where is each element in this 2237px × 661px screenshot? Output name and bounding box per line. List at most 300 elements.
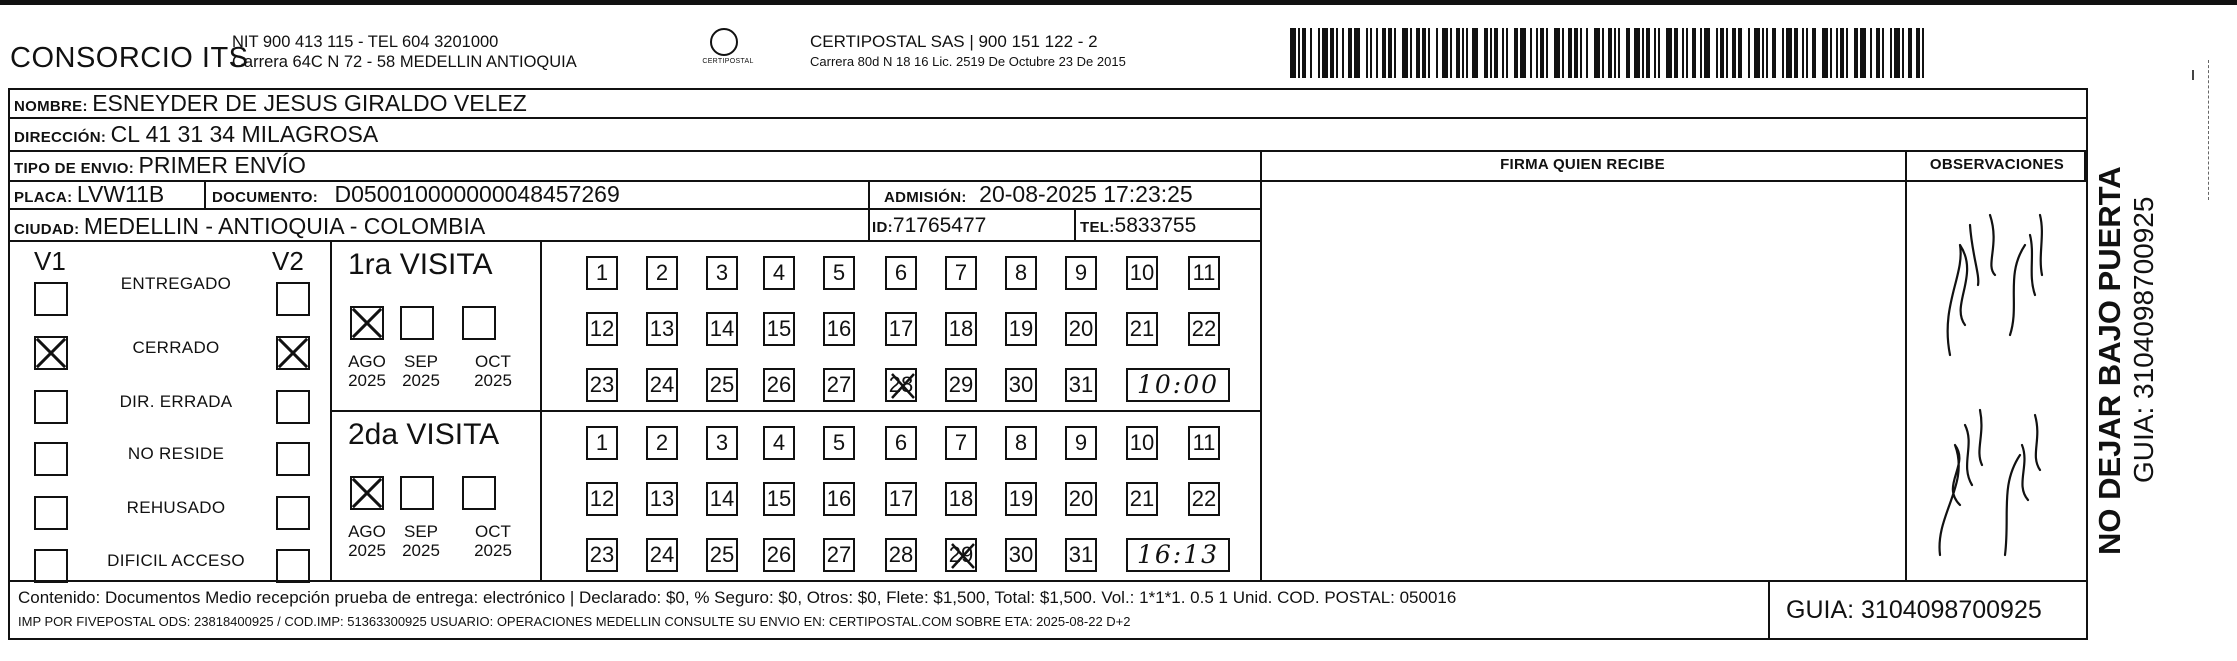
barcode-bar <box>1642 28 1644 78</box>
footer-imp: IMP POR FIVEPOSTAL ODS: 23818400925 / COD.IMP: 51363300925 USUARIO: OPERACIONES MEDELLIN CONSULTE SU ENVIO EN: CERTIPOSTAL.COM SOBRE ETA: 2025-08-22 D+2 <box>18 614 1131 629</box>
barcode-bar <box>1322 28 1328 78</box>
barcode-bar <box>1490 28 1492 78</box>
barcode-bar <box>1348 28 1352 78</box>
day-box[interactable] <box>945 482 977 516</box>
barcode-bar <box>1416 28 1420 78</box>
barcode-bar <box>1546 28 1548 78</box>
barcode-bar <box>1456 28 1460 78</box>
month-name: SEP <box>403 522 439 541</box>
day-box[interactable] <box>1126 482 1158 516</box>
barcode-bar <box>1494 28 1498 78</box>
day-number: 13 <box>649 486 675 511</box>
month-label <box>468 352 518 390</box>
day-cross-mark <box>950 542 976 570</box>
v2-checkbox-1[interactable] <box>276 336 310 370</box>
day-cross-mark <box>890 372 916 400</box>
barcode-bar <box>1658 28 1660 78</box>
day-number: 14 <box>709 316 735 341</box>
barcode-bar <box>1602 28 1604 78</box>
barcode-bar <box>1782 28 1784 78</box>
day-number: 18 <box>948 486 974 511</box>
barcode-bar <box>1836 28 1838 78</box>
day-box[interactable] <box>1188 312 1220 346</box>
day-box[interactable] <box>1126 256 1158 290</box>
day-number: 11 <box>1192 260 1216 285</box>
barcode-bar <box>1666 28 1672 78</box>
barcode-bar <box>1382 28 1386 78</box>
day-box[interactable] <box>945 368 977 402</box>
v2-checkbox-0[interactable] <box>276 282 310 316</box>
barcode-bar <box>1318 28 1320 78</box>
day-box[interactable] <box>1005 482 1037 516</box>
day-box[interactable] <box>763 426 795 460</box>
footer-divider <box>8 580 2088 582</box>
day-number: 18 <box>948 316 974 341</box>
day-number: 25 <box>709 372 735 397</box>
day-number: 6 <box>894 260 908 285</box>
month-name: OCT <box>475 352 511 371</box>
tipo-envio-label: TIPO DE ENVIO: <box>14 160 135 177</box>
day-number: 31 <box>1068 542 1094 567</box>
barcode-bar <box>1634 28 1640 78</box>
barcode-bar <box>1608 28 1612 78</box>
day-box[interactable] <box>1005 368 1037 402</box>
barcode-bar <box>1748 28 1750 78</box>
id-value: 71765477 <box>892 214 987 237</box>
barcode-bar <box>1916 28 1920 78</box>
admision-label: ADMISIÓN: <box>884 189 967 206</box>
month-checkbox-sep[interactable] <box>400 476 434 510</box>
day-box[interactable] <box>885 426 917 460</box>
barcode-bar <box>1822 28 1828 78</box>
barcode-bar <box>1626 28 1630 78</box>
documento-cell <box>212 181 620 208</box>
v1-checkbox-5[interactable] <box>34 549 68 583</box>
day-number: 26 <box>766 542 792 567</box>
barcode-bar <box>1876 28 1880 78</box>
day-number: 19 <box>1008 486 1034 511</box>
barcode-bar <box>1830 28 1832 78</box>
day-box[interactable] <box>823 312 855 346</box>
tel-cell <box>1080 214 1196 238</box>
barcode-bar <box>1726 28 1728 78</box>
barcode-bar <box>1402 28 1408 78</box>
v2-checkbox-3[interactable] <box>276 442 310 476</box>
barcode-bar <box>1674 28 1678 78</box>
day-number: 1 <box>595 260 609 285</box>
v1-checkbox-3[interactable] <box>34 442 68 476</box>
day-box[interactable] <box>885 256 917 290</box>
firma-label: FIRMA QUIEN RECIBE <box>1500 156 1665 173</box>
barcode-bar <box>1310 28 1312 78</box>
day-box[interactable] <box>1065 482 1097 516</box>
carrier-info <box>810 32 1126 72</box>
barcode-bar <box>1700 28 1702 78</box>
barcode-bar <box>1354 28 1360 78</box>
day-box[interactable] <box>823 426 855 460</box>
month-name: SEP <box>403 352 439 371</box>
barcode-bar <box>1754 28 1760 78</box>
day-box[interactable] <box>763 538 795 572</box>
day-number: 15 <box>766 486 792 511</box>
barcode-bar <box>1502 28 1504 78</box>
month-year: 2025 <box>402 371 440 390</box>
barcode-bar <box>1466 28 1468 78</box>
visit-time-field[interactable]: 16:13 <box>1126 538 1230 572</box>
barcode-bar <box>1562 28 1564 78</box>
day-number: 6 <box>894 430 908 455</box>
day-box[interactable] <box>1065 312 1097 346</box>
barcode-bar <box>1646 28 1650 78</box>
day-box[interactable] <box>1005 312 1037 346</box>
day-number: 30 <box>1008 372 1034 397</box>
day-box[interactable] <box>646 256 678 290</box>
month-year: 2025 <box>348 541 386 560</box>
v1-checkbox-0[interactable] <box>34 282 68 316</box>
carrier-address-line: Carrera 80d N 18 16 Lic. 2519 De Octubre 23 De 2015 <box>810 54 1126 69</box>
v2-header: V2 <box>272 246 304 276</box>
barcode-bar <box>1908 28 1912 78</box>
month-label <box>396 522 446 560</box>
admision-divider <box>868 180 870 242</box>
day-number: 25 <box>709 542 735 567</box>
day-box[interactable] <box>586 482 618 516</box>
row-divider <box>8 240 1260 242</box>
barcode-bar <box>1786 28 1792 78</box>
day-box[interactable] <box>646 368 678 402</box>
barcode-bar <box>1422 28 1426 78</box>
day-number: 29 <box>948 372 974 397</box>
barcode-bar <box>1682 28 1684 78</box>
day-number: 4 <box>772 430 786 455</box>
page-edge-mark <box>2208 60 2210 200</box>
month-label <box>468 522 518 560</box>
row-divider <box>8 208 1260 210</box>
day-box[interactable] <box>646 426 678 460</box>
observaciones-divider <box>1905 150 1907 582</box>
day-box[interactable] <box>706 538 738 572</box>
barcode-bar <box>1614 28 1616 78</box>
day-box[interactable] <box>1188 482 1220 516</box>
placa-value: LVW11B <box>76 181 165 207</box>
day-box[interactable] <box>763 368 795 402</box>
day-box[interactable] <box>945 312 977 346</box>
ciudad-label: CIUDAD: <box>14 221 80 238</box>
day-number: 23 <box>589 542 615 567</box>
day-number: 3 <box>715 430 729 455</box>
visit-title: 1ra VISITA <box>348 248 493 281</box>
month-name: OCT <box>475 522 511 541</box>
month-label <box>342 522 392 560</box>
company-info <box>232 32 577 72</box>
day-box[interactable] <box>1188 256 1220 290</box>
barcode-bar <box>1738 28 1742 78</box>
day-number: 22 <box>1191 316 1217 341</box>
barcode-bar <box>1720 28 1724 78</box>
barcode-bar <box>1450 28 1452 78</box>
barcode-bar <box>1686 28 1688 78</box>
day-number: 20 <box>1068 486 1094 511</box>
barcode-bar <box>1766 28 1768 78</box>
status-label: ENTREGADO <box>120 274 232 293</box>
footer-guia-divider <box>1768 580 1770 640</box>
day-number: 9 <box>1074 260 1088 285</box>
day-box[interactable] <box>586 426 618 460</box>
day-number: 28 <box>888 372 914 397</box>
day-number: 1 <box>595 430 609 455</box>
barcode-bar <box>1692 28 1696 78</box>
barcode-bar <box>1520 28 1526 78</box>
tipo-envio-value: PRIMER ENVÍO <box>138 152 306 178</box>
day-box[interactable] <box>586 312 618 346</box>
day-number: 15 <box>766 316 792 341</box>
documento-value: D050010000000048457269 <box>334 181 620 207</box>
barcode-bar <box>1890 28 1892 78</box>
status-label: NO RESIDE <box>127 444 225 463</box>
day-number: 21 <box>1129 316 1155 341</box>
nombre-row <box>14 90 527 117</box>
month-checkbox-sep[interactable] <box>400 306 434 340</box>
day-box[interactable] <box>706 482 738 516</box>
day-number: 14 <box>709 486 735 511</box>
day-number: 22 <box>1191 486 1217 511</box>
day-box[interactable] <box>1065 538 1097 572</box>
barcode-bar <box>1540 28 1544 78</box>
day-box[interactable] <box>823 256 855 290</box>
day-box[interactable] <box>706 426 738 460</box>
day-number: 12 <box>589 316 615 341</box>
barcode <box>1290 28 1930 78</box>
day-box[interactable] <box>586 368 618 402</box>
v1-checkbox-4[interactable] <box>34 496 68 530</box>
status-label: DIR. ERRADA <box>119 392 233 411</box>
month-checkbox-ago[interactable] <box>350 476 384 510</box>
day-number: 27 <box>826 372 852 397</box>
day-box[interactable] <box>763 256 795 290</box>
v2-checkbox-2[interactable] <box>276 390 310 424</box>
barcode-bar <box>1302 28 1306 78</box>
day-number: 21 <box>1129 486 1155 511</box>
barcode-bar <box>1298 28 1300 78</box>
barcode-bar <box>1370 28 1372 78</box>
day-box[interactable] <box>763 482 795 516</box>
day-number: 16 <box>826 486 852 511</box>
barcode-bar <box>1530 28 1532 78</box>
barcode-bar <box>1806 28 1808 78</box>
month-label <box>396 352 446 390</box>
month-checkbox-oct[interactable] <box>462 306 496 340</box>
barcode-bar <box>1342 28 1344 78</box>
v1-header: V1 <box>34 246 66 276</box>
id-cell <box>872 214 986 238</box>
carrier-name-line: CERTIPOSTAL SAS | 900 151 122 - 2 <box>810 32 1098 51</box>
barcode-bar <box>1484 28 1488 78</box>
v2-checkbox-5[interactable] <box>276 549 310 583</box>
barcode-bar <box>1732 28 1736 78</box>
tel-value: 5833755 <box>1114 214 1197 237</box>
day-box[interactable] <box>1126 426 1158 460</box>
nombre-label: NOMBRE: <box>14 98 88 115</box>
day-box[interactable] <box>945 426 977 460</box>
day-number: 2 <box>655 260 669 285</box>
day-box[interactable] <box>823 482 855 516</box>
documento-label: DOCUMENTO: <box>212 189 319 206</box>
barcode-bar <box>1586 28 1588 78</box>
day-number: 16 <box>826 316 852 341</box>
day-box[interactable] <box>646 538 678 572</box>
admision-value: 20-08-2025 17:23:25 <box>979 181 1193 207</box>
status-label: REHUSADO <box>126 498 226 517</box>
month-checkbox-ago[interactable] <box>350 306 384 340</box>
day-box[interactable] <box>706 368 738 402</box>
day-box[interactable] <box>945 256 977 290</box>
side-guia: GUIA: 3104098700925 <box>2128 196 2159 483</box>
day-number: 27 <box>826 542 852 567</box>
month-year: 2025 <box>474 371 512 390</box>
month-year: 2025 <box>474 541 512 560</box>
day-box[interactable] <box>885 312 917 346</box>
day-box[interactable] <box>1188 426 1220 460</box>
barcode-bar <box>1428 28 1430 78</box>
month-year: 2025 <box>348 371 386 390</box>
v1-checkbox-2[interactable] <box>34 390 68 424</box>
row-divider <box>8 150 2088 152</box>
observaciones-label: OBSERVACIONES <box>1929 156 2065 173</box>
month-name: AGO <box>348 522 386 541</box>
day-box[interactable] <box>1005 538 1037 572</box>
logo-wordmark: CERTIPOSTAL <box>702 58 754 65</box>
day-number: 5 <box>832 430 846 455</box>
day-box[interactable] <box>706 312 738 346</box>
id-label: ID: <box>872 219 893 236</box>
barcode-bar <box>1854 28 1858 78</box>
barcode-bar <box>1812 28 1816 78</box>
barcode-bar <box>1574 28 1578 78</box>
barcode-bar <box>1462 28 1464 78</box>
month-checkbox-oct[interactable] <box>462 476 496 510</box>
barcode-bar <box>1376 28 1378 78</box>
visit-divider <box>330 410 1260 412</box>
page-edge-mark <box>2192 70 2194 80</box>
day-box[interactable] <box>1126 312 1158 346</box>
day-number: 12 <box>589 486 615 511</box>
barcode-bar <box>1894 28 1900 78</box>
ciudad-value: MEDELLIN - ANTIOQUIA - COLOMBIA <box>83 213 486 239</box>
handwritten-observations <box>1910 185 2085 577</box>
day-box[interactable] <box>823 538 855 572</box>
tel-divider <box>1074 208 1076 242</box>
placa-cell <box>14 181 164 208</box>
visit-time-field[interactable]: 10:00 <box>1126 368 1230 402</box>
barcode-bar <box>1860 28 1866 78</box>
placa-label: PLACA: <box>14 189 73 206</box>
day-box[interactable] <box>1065 256 1097 290</box>
barcode-bar <box>1514 28 1518 78</box>
barcode-bar <box>1772 28 1776 78</box>
day-box[interactable] <box>885 482 917 516</box>
barcode-bar <box>1410 28 1412 78</box>
day-number: 10 <box>1129 430 1155 455</box>
day-box[interactable] <box>1065 368 1097 402</box>
day-number: 23 <box>589 372 615 397</box>
barcode-bar <box>1762 28 1764 78</box>
day-box[interactable] <box>1005 426 1037 460</box>
certipostal-logo <box>702 28 754 74</box>
month-name: AGO <box>348 352 386 371</box>
day-box[interactable] <box>646 482 678 516</box>
month-label <box>342 352 392 390</box>
day-number: 17 <box>888 486 914 511</box>
day-number: 3 <box>715 260 729 285</box>
day-box[interactable] <box>885 538 917 572</box>
barcode-bar <box>1330 28 1334 78</box>
signature-area[interactable] <box>1262 182 1902 578</box>
day-box[interactable] <box>763 312 795 346</box>
day-box[interactable] <box>646 312 678 346</box>
day-box[interactable] <box>1005 256 1037 290</box>
no-dejar-bajo-puerta: NO DEJAR BAJO PUERTA <box>2092 166 2127 555</box>
barcode-bar <box>1902 28 1904 78</box>
placa-divider <box>204 180 206 210</box>
day-box[interactable] <box>823 368 855 402</box>
v1-checkbox-1[interactable] <box>34 336 68 370</box>
day-box[interactable] <box>706 256 738 290</box>
day-number: 24 <box>649 542 675 567</box>
barcode-bar <box>1336 28 1338 78</box>
day-box[interactable] <box>945 538 977 572</box>
company-nit-line: NIT 900 413 115 - TEL 604 3201000 <box>232 33 499 51</box>
day-box[interactable] <box>586 256 618 290</box>
day-number: 11 <box>1192 430 1216 455</box>
status-label: CERRADO <box>132 338 220 357</box>
day-number: 7 <box>954 430 968 455</box>
barcode-bar <box>1436 28 1438 78</box>
nombre-value: ESNEYDER DE JESUS GIRALDO VELEZ <box>92 90 527 116</box>
barcode-bar <box>1802 28 1804 78</box>
top-border-line <box>0 0 2237 5</box>
status-label: DIFICIL ACCESO <box>107 551 245 570</box>
barcode-bar <box>1290 28 1296 78</box>
day-number: 9 <box>1074 430 1088 455</box>
barcode-bar <box>1922 28 1924 78</box>
tipo-envio-row <box>14 152 306 179</box>
barcode-bar <box>1554 28 1560 78</box>
day-number: 20 <box>1068 316 1094 341</box>
barcode-bar <box>1840 28 1844 78</box>
barcode-bar <box>1882 28 1884 78</box>
barcode-bar <box>1704 28 1710 78</box>
day-number: 5 <box>832 260 846 285</box>
footer-contenido: Contenido: Documentos Medio recepción prueba de entrega: electrónico | Declarado: $0, % Seguro: $0, Otros: $0, Flete: $1,500, Total: $1,500. Vol.: 1*1*1. 0.5 1 Unid. COD. POSTAL: 050016 <box>18 588 1457 607</box>
admision-cell <box>884 181 1193 208</box>
logo-emblem-icon <box>710 28 738 56</box>
barcode-bar <box>1580 28 1582 78</box>
barcode-bar <box>1654 28 1656 78</box>
day-number: 7 <box>954 260 968 285</box>
day-number: 28 <box>888 542 914 567</box>
direccion-label: DIRECCIÓN: <box>14 129 107 146</box>
day-box[interactable] <box>885 368 917 402</box>
day-number: 19 <box>1008 316 1034 341</box>
barcode-bar <box>1472 28 1478 78</box>
v2-checkbox-4[interactable] <box>276 496 310 530</box>
ciudad-cell <box>14 213 485 240</box>
day-box[interactable] <box>1065 426 1097 460</box>
footer-guia: GUIA: 3104098700925 <box>1786 596 2042 624</box>
direccion-row <box>14 121 378 148</box>
day-box[interactable] <box>586 538 618 572</box>
tel-label: TEL: <box>1080 219 1115 236</box>
